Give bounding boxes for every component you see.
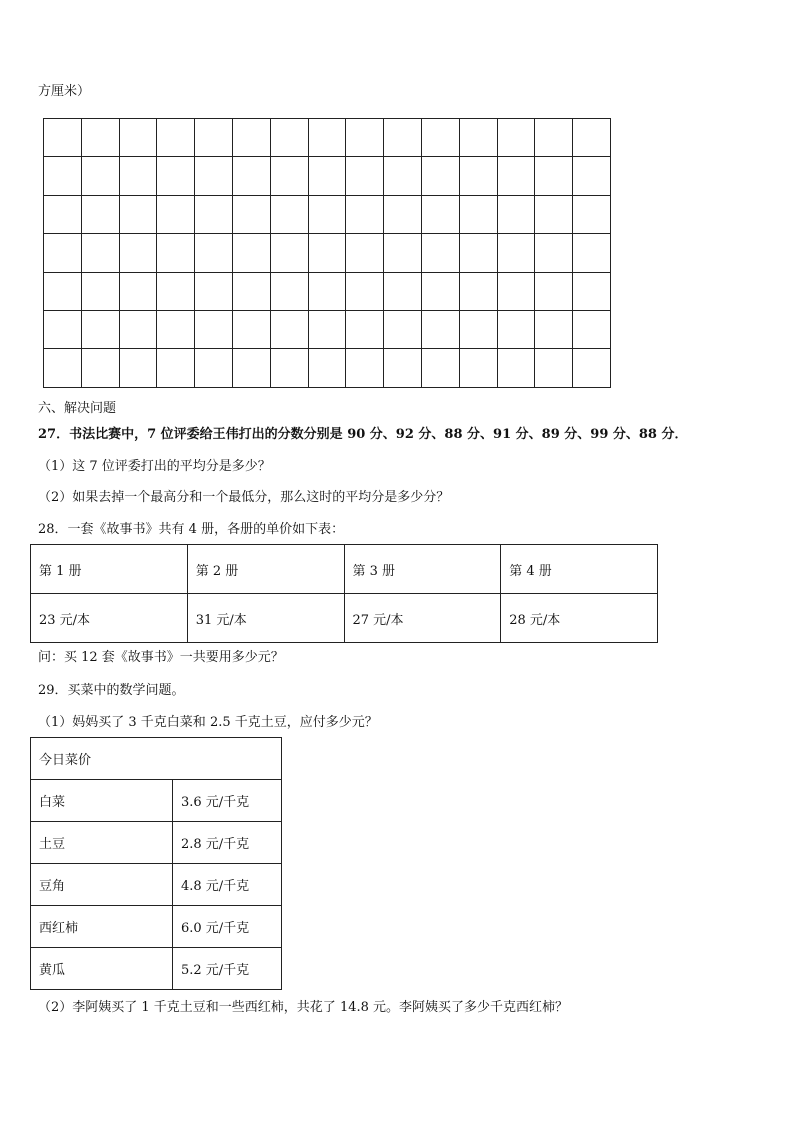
table-row — [31, 594, 658, 643]
grid-cell — [82, 119, 120, 157]
grid-cell — [498, 196, 536, 234]
grid-cell — [157, 311, 195, 349]
grid-cell — [271, 157, 309, 195]
grid-cell — [157, 273, 195, 311]
table-cell-price: 27 元/本 — [344, 594, 501, 643]
grid-cell — [271, 119, 309, 157]
vegetable-name-cell: 白菜 — [31, 780, 173, 822]
table-row — [31, 948, 282, 990]
grid-cell — [384, 196, 422, 234]
grid-cell — [44, 119, 82, 157]
grid-cell — [346, 234, 384, 272]
vegetable-name-cell: 豆角 — [31, 864, 173, 906]
grid-cell — [44, 349, 82, 387]
grid-cell — [271, 234, 309, 272]
grid-cell — [498, 234, 536, 272]
table-header-cell: 第 3 册 — [344, 545, 501, 594]
grid-cell — [460, 119, 498, 157]
grid-cell — [195, 119, 233, 157]
grid-cell — [157, 234, 195, 272]
grid-cell — [195, 349, 233, 387]
grid-cell — [384, 234, 422, 272]
grid-cell — [271, 273, 309, 311]
grid-cell — [535, 119, 573, 157]
grid-cell — [82, 196, 120, 234]
grid-cell — [233, 311, 271, 349]
grid-cell — [460, 349, 498, 387]
top-fragment-text: 方厘米） — [38, 84, 91, 99]
table-row — [31, 822, 282, 864]
grid-cell — [309, 157, 347, 195]
grid-cell — [422, 157, 460, 195]
grid-cell — [271, 196, 309, 234]
question-29-stem: 29．买菜中的数学问题。 — [38, 683, 185, 698]
vegetable-price-cell: 4.8 元/千克 — [173, 864, 282, 906]
table-cell-price: 31 元/本 — [187, 594, 344, 643]
grid-cell — [460, 157, 498, 195]
grid-cell — [346, 157, 384, 195]
table-header-cell: 第 4 册 — [501, 545, 658, 594]
grid-cell — [157, 196, 195, 234]
grid-cell — [460, 311, 498, 349]
grid-cell — [346, 349, 384, 387]
table-cell-price: 23 元/本 — [31, 594, 188, 643]
grid-cell — [120, 349, 158, 387]
grid-cell — [309, 311, 347, 349]
grid-cell — [460, 273, 498, 311]
grid-cell — [573, 349, 611, 387]
grid-cell — [535, 311, 573, 349]
table-header-cell: 第 2 册 — [187, 545, 344, 594]
grid-cell — [535, 234, 573, 272]
grid-cell — [422, 349, 460, 387]
vegetable-price-cell: 2.8 元/千克 — [173, 822, 282, 864]
grid-cell — [535, 157, 573, 195]
grid-cell — [120, 196, 158, 234]
grid-cell — [573, 119, 611, 157]
vegetable-price-cell: 3.6 元/千克 — [173, 780, 282, 822]
grid-cell — [120, 273, 158, 311]
grid-cell — [195, 196, 233, 234]
question-28-stem: 28．一套《故事书》共有 4 册，各册的单价如下表： — [38, 522, 345, 537]
grid-cell — [498, 157, 536, 195]
grid-cell — [422, 119, 460, 157]
vegetable-price-table — [30, 737, 282, 990]
grid-cell — [195, 157, 233, 195]
grid-cell — [535, 273, 573, 311]
grid-cell — [120, 311, 158, 349]
grid-cell — [82, 311, 120, 349]
table-row — [31, 780, 282, 822]
grid-cell — [157, 349, 195, 387]
question-27-part-1: （1）这 7 位评委打出的平均分是多少？ — [38, 459, 271, 474]
grid-cell — [309, 234, 347, 272]
table-cell-price: 28 元/本 — [501, 594, 658, 643]
vegetable-price-cell: 5.2 元/千克 — [173, 948, 282, 990]
grid-cell — [82, 273, 120, 311]
grid-cell — [233, 157, 271, 195]
grid-cell — [384, 311, 422, 349]
grid-cell — [195, 311, 233, 349]
grid-cell — [498, 349, 536, 387]
grid-cell — [422, 311, 460, 349]
question-29-part-2: （2）李阿姨买了 1 千克土豆和一些西红柿，共花了 14.8 元。李阿姨买了多少千克西红柿？ — [38, 1000, 569, 1015]
book-price-table — [30, 544, 658, 643]
table-title-cell: 今日菜价 — [31, 738, 282, 780]
grid-cell — [309, 119, 347, 157]
grid-cell — [460, 196, 498, 234]
vegetable-name-cell: 黄瓜 — [31, 948, 173, 990]
question-27-part-2: （2）如果去掉一个最高分和一个最低分，那么这时的平均分是多少分？ — [38, 490, 450, 505]
grid-cell — [82, 349, 120, 387]
grid-cell — [422, 234, 460, 272]
table-header-cell: 第 1 册 — [31, 545, 188, 594]
grid-cell — [309, 349, 347, 387]
grid-cell — [573, 234, 611, 272]
table-row — [31, 906, 282, 948]
grid-cell — [157, 157, 195, 195]
grid-cell — [573, 157, 611, 195]
grid-cell — [309, 196, 347, 234]
grid-cell — [346, 311, 384, 349]
table-row — [31, 545, 658, 594]
grid-cell — [573, 311, 611, 349]
grid-cell — [573, 196, 611, 234]
grid-cell — [82, 234, 120, 272]
table-row — [31, 738, 282, 780]
grid-cell — [535, 196, 573, 234]
grid-cell — [157, 119, 195, 157]
grid-cell — [309, 273, 347, 311]
grid-cell — [384, 119, 422, 157]
grid-cell — [44, 234, 82, 272]
grid-cell — [233, 119, 271, 157]
grid-cell — [498, 119, 536, 157]
grid-cell — [346, 273, 384, 311]
grid-cell — [233, 234, 271, 272]
grid-cell — [271, 349, 309, 387]
grid-cell — [120, 234, 158, 272]
grid-cell — [44, 196, 82, 234]
vegetable-name-cell: 土豆 — [31, 822, 173, 864]
grid-cell — [573, 273, 611, 311]
vegetable-name-cell: 西红柿 — [31, 906, 173, 948]
grid-cell — [384, 349, 422, 387]
table-row — [31, 864, 282, 906]
grid-cell — [498, 311, 536, 349]
grid-cell — [120, 119, 158, 157]
section-heading: 六、解决问题 — [38, 401, 117, 416]
grid-cell — [498, 273, 536, 311]
grid-cell — [460, 234, 498, 272]
grid-cell — [120, 157, 158, 195]
grid-cell — [82, 157, 120, 195]
grid-cell — [384, 273, 422, 311]
grid-cell — [233, 273, 271, 311]
question-27-stem: 27．书法比赛中，7 位评委给王伟打出的分数分别是 90 分、92 分、88 分、91 分、89 分、99 分、88 分． — [38, 427, 688, 442]
grid-cell — [195, 273, 233, 311]
grid-cell — [422, 273, 460, 311]
grid-cell — [44, 311, 82, 349]
grid-cell — [346, 119, 384, 157]
grid-cell — [233, 196, 271, 234]
grid-cell — [346, 196, 384, 234]
grid-cell — [233, 349, 271, 387]
grid-cell — [535, 349, 573, 387]
vegetable-price-cell: 6.0 元/千克 — [173, 906, 282, 948]
grid-cell — [422, 196, 460, 234]
grid-cell — [44, 157, 82, 195]
grid-paper — [43, 118, 611, 388]
grid-cell — [384, 157, 422, 195]
question-29-part-1: （1）妈妈买了 3 千克白菜和 2.5 千克土豆，应付多少元？ — [38, 715, 378, 730]
grid-cell — [271, 311, 309, 349]
grid-cell — [195, 234, 233, 272]
grid-cell — [44, 273, 82, 311]
question-28-question: 问：买 12 套《故事书》一共要用多少元？ — [38, 650, 284, 665]
